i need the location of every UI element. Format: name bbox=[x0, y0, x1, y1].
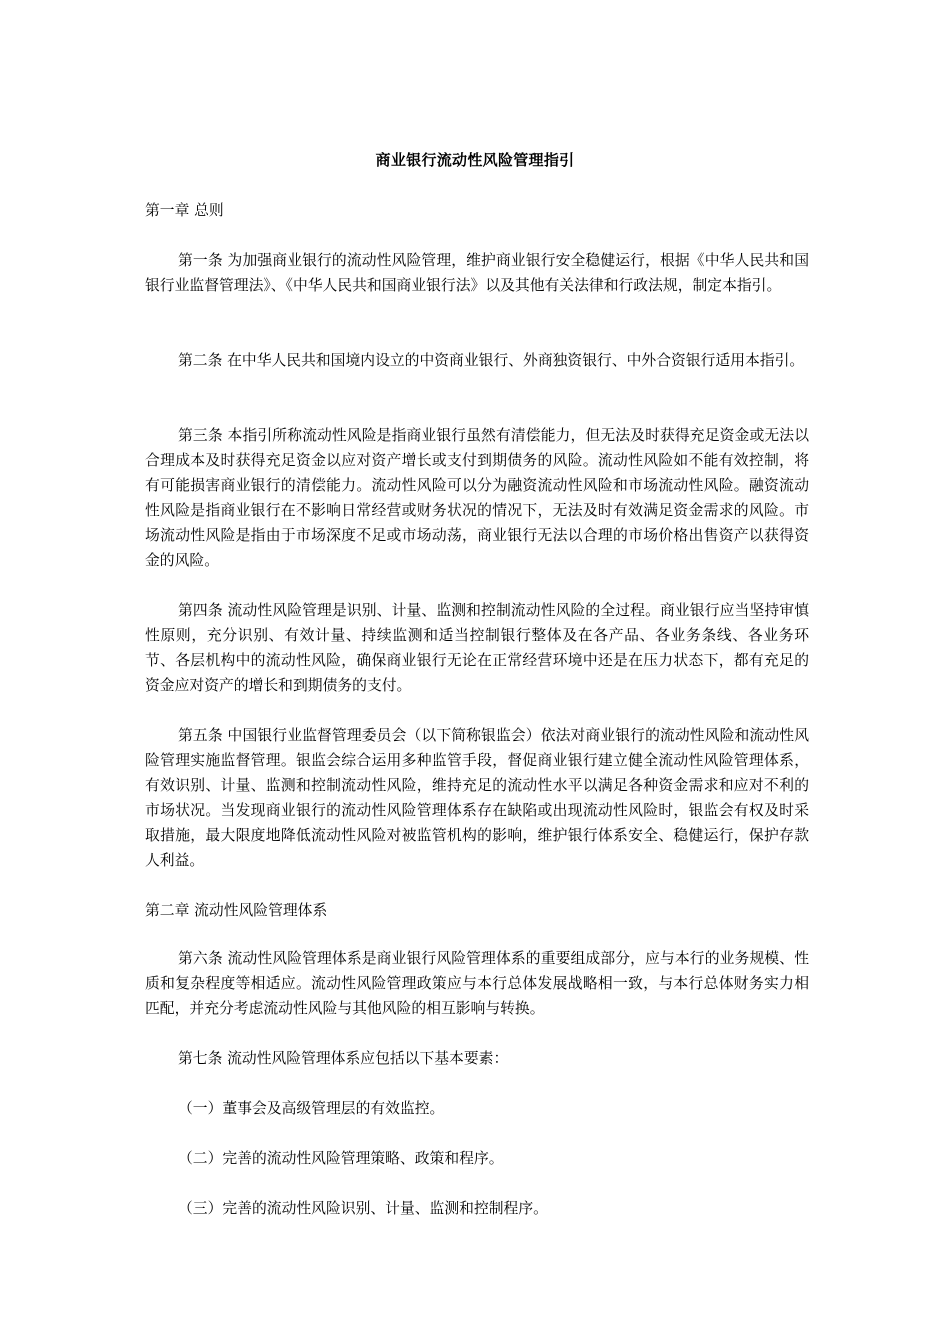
article-2: 第二条 在中华人民共和国境内设立的中资商业银行、外商独资银行、中外合资银行适用本指引。 bbox=[178, 352, 805, 369]
article-4: 第四条 流动性风险管理是识别、计量、监测和控制流动性风险的全过程。商业银行应当坚持审慎性原则，充分识别、有效计量、持续监测和适当控制银行整体及在各产品、各业务条线、各业务环节、各层机构中的流动性风险，确保商业银行无论在正常经营环境中还是在压力状态下，都有充足的资金应对资产的增长和到期债务的支付。 bbox=[145, 602, 809, 694]
chapter-2-heading: 第二章 流动性风险管理体系 bbox=[145, 902, 328, 919]
article-6: 第六条 流动性风险管理体系是商业银行风险管理体系的重要组成部分，应与本行的业务规模、性质和复杂程度等相适应。流动性风险管理政策应与本行总体发展战略相一致，与本行总体财务实力相匹配，并充分考虑流动性风险与其他风险的相互影响与转换。 bbox=[145, 950, 809, 1017]
article-1: 第一条 为加强商业银行的流动性风险管理，维护商业银行安全稳健运行，根据《中华人民共和国银行业监督管理法》、《中华人民共和国商业银行法》以及其他有关法律和行政法规，制定本指引。 bbox=[145, 252, 809, 294]
list-item-3: （三）完善的流动性风险识别、计量、监测和控制程序。 bbox=[178, 1200, 548, 1217]
list-item-1: （一）董事会及高级管理层的有效监控。 bbox=[178, 1100, 445, 1117]
article-7: 第七条 流动性风险管理体系应包括以下基本要素： bbox=[178, 1050, 509, 1067]
document-title: 商业银行流动性风险管理指引 bbox=[375, 151, 575, 169]
article-3: 第三条 本指引所称流动性风险是指商业银行虽然有清偿能力，但无法及时获得充足资金或无法以合理成本及时获得充足资金以应对资产增长或支付到期债务的风险。流动性风险如不能有效控制，将有可能损害商业银行的清偿能力。流动性风险可以分为融资流动性风险和市场流动性风险。融资流动性风险是指商业银行在不影响日常经营或财务状况的情况下，无法及时有效满足资金需求的风险。市场流动性风险是指由于市场深度不足或市场动荡，商业银行无法以合理的市场价格出售资产以获得资金的风险。 bbox=[145, 427, 809, 569]
chapter-1-heading: 第一章 总则 bbox=[145, 202, 224, 219]
article-5: 第五条 中国银行业监督管理委员会（以下简称银监会）依法对商业银行的流动性风险和流动性风险管理实施监督管理。银监会综合运用多种监管手段，督促商业银行建立健全流动性风险管理体系，有效识别、计量、监测和控制流动性风险，维持充足的流动性水平以满足各种资金需求和应对不利的市场状况。当发现商业银行的流动性风险管理体系存在缺陷或出现流动性风险时，银监会有权及时采取措施，最大限度地降低流动性风险对被监管机构的影响，维护银行体系安全、稳健运行，保护存款人利益。 bbox=[145, 727, 809, 869]
list-item-2: （二）完善的流动性风险管理策略、政策和程序。 bbox=[178, 1150, 504, 1167]
